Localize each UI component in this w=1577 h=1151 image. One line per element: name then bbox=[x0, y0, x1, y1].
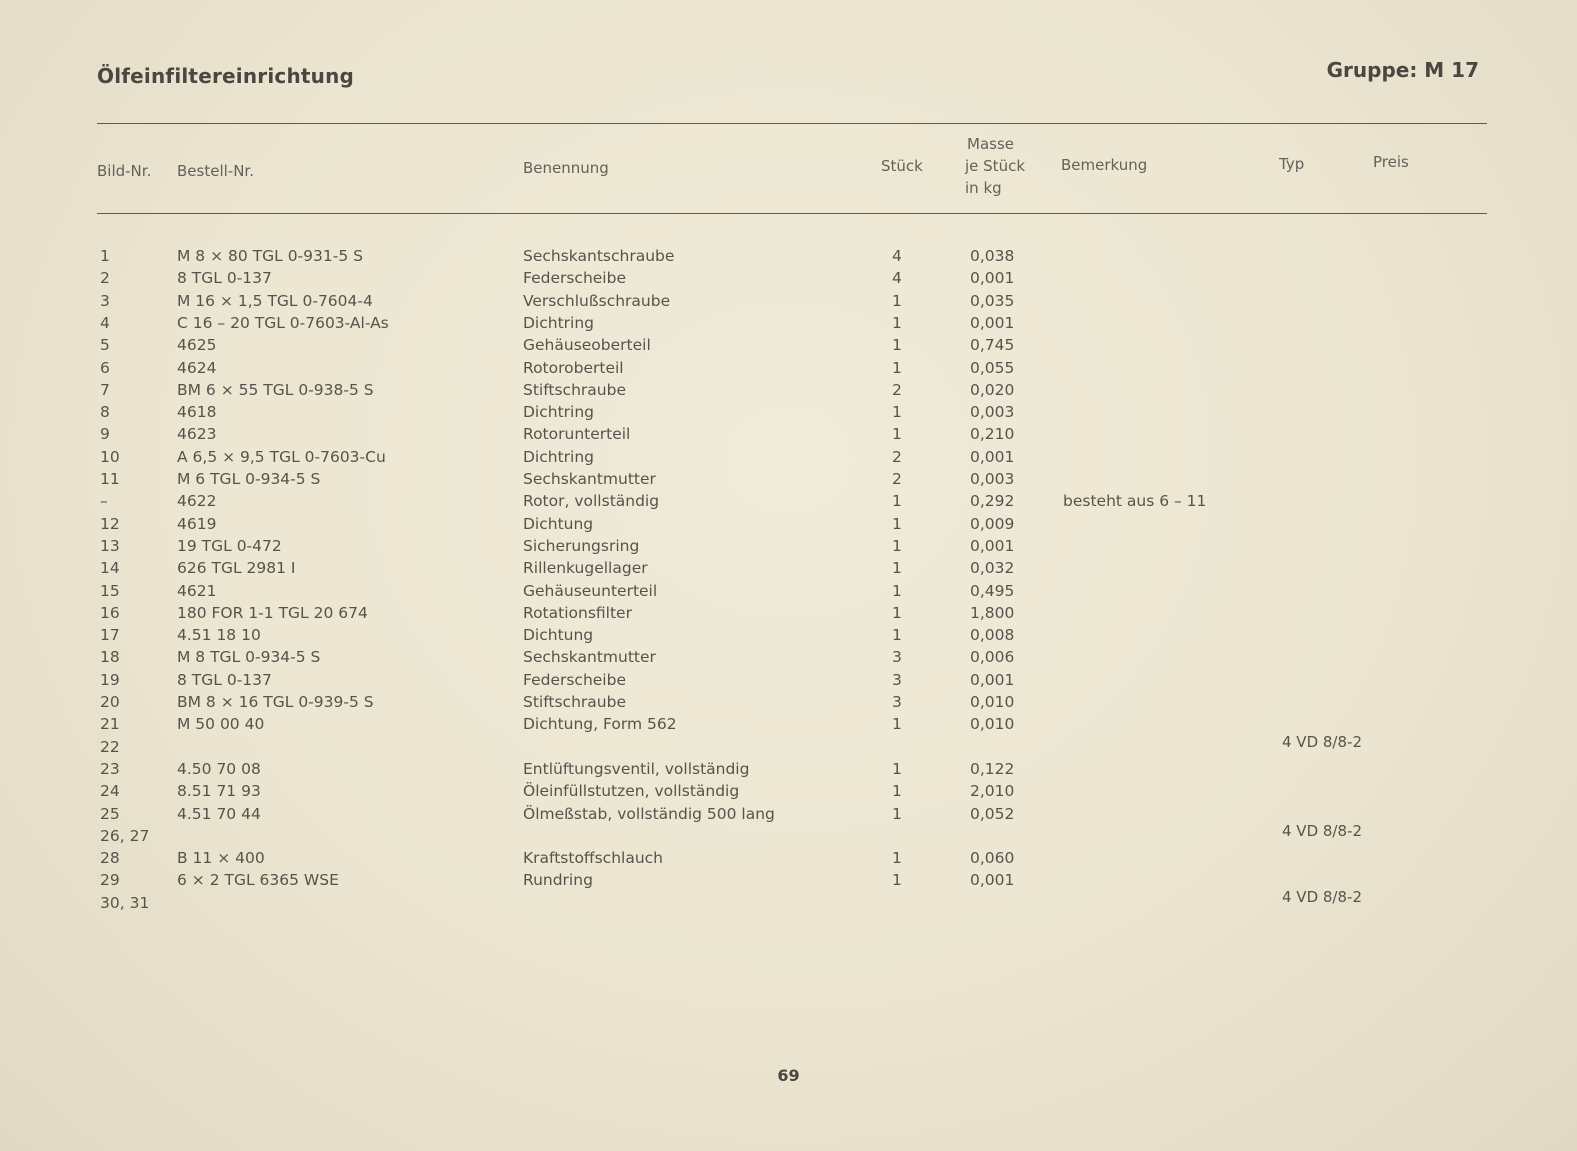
row-bild-nr: 10 bbox=[100, 447, 120, 466]
row-masse: 0,001 bbox=[970, 269, 1015, 288]
row-bild-nr: 12 bbox=[100, 514, 120, 533]
row-benennung: Stiftschraube bbox=[523, 693, 626, 711]
row-bild-nr: 4 bbox=[100, 313, 110, 332]
table-row bbox=[0, 582, 1577, 604]
row-stueck: 1 bbox=[892, 715, 902, 734]
table-row bbox=[0, 381, 1577, 403]
row-stueck: 1 bbox=[892, 358, 902, 377]
row-bild-nr: 9 bbox=[100, 425, 110, 444]
row-benennung: Rillenkugellager bbox=[523, 559, 648, 578]
table-row bbox=[0, 292, 1577, 314]
row-stueck: 3 bbox=[892, 693, 902, 711]
row-bestell-nr: 8.51 71 93 bbox=[177, 782, 261, 801]
row-benennung: Dichtring bbox=[523, 447, 595, 466]
page-title: Ölfeinfiltereinrichtung bbox=[97, 64, 355, 88]
row-masse: 0,495 bbox=[970, 581, 1015, 600]
row-bestell-nr: M 6 TGL 0-934-5 S bbox=[177, 470, 321, 488]
row-bestell-nr: 4623 bbox=[177, 425, 217, 444]
typ-note: 4 VD 8/8-2 bbox=[1282, 822, 1362, 840]
row-masse: 0,038 bbox=[970, 247, 1015, 265]
row-bild-nr: 15 bbox=[100, 581, 120, 600]
row-bild-nr: 13 bbox=[100, 536, 120, 555]
row-stueck: 1 bbox=[892, 313, 902, 332]
table-row bbox=[0, 425, 1577, 447]
row-stueck: 3 bbox=[892, 648, 902, 667]
row-stueck: 2 bbox=[892, 380, 902, 399]
row-bild-nr: 2 bbox=[100, 269, 110, 288]
row-stueck: 1 bbox=[892, 291, 902, 310]
row-bild-nr: 3 bbox=[100, 291, 110, 310]
row-stueck: 2 bbox=[892, 447, 902, 466]
row-bestell-nr: 4618 bbox=[177, 403, 217, 422]
table-row bbox=[0, 336, 1577, 358]
row-masse: 0,006 bbox=[970, 648, 1015, 667]
row-stueck: 1 bbox=[892, 336, 902, 355]
row-bild-nr: 25 bbox=[100, 804, 120, 823]
row-stueck: 1 bbox=[892, 782, 902, 801]
table-row bbox=[0, 314, 1577, 336]
row-stueck: 3 bbox=[892, 670, 902, 689]
typ-note: 4 VD 8/8-2 bbox=[1282, 733, 1362, 751]
row-masse: 0,055 bbox=[970, 358, 1015, 377]
table-row bbox=[0, 648, 1577, 670]
row-bild-nr: 29 bbox=[100, 871, 120, 890]
col-header-preis: Preis bbox=[1373, 153, 1409, 171]
row-bestell-nr: 4.51 18 10 bbox=[177, 626, 261, 645]
row-bestell-nr: A 6,5 × 9,5 TGL 0-7603-Cu bbox=[177, 447, 386, 466]
table-row bbox=[0, 693, 1577, 715]
row-benennung: Sicherungsring bbox=[523, 536, 640, 555]
row-stueck: 1 bbox=[892, 759, 902, 778]
table-row bbox=[0, 515, 1577, 537]
row-stueck: 1 bbox=[892, 871, 902, 890]
row-bild-nr: 5 bbox=[100, 336, 110, 355]
row-stueck: 2 bbox=[892, 470, 902, 488]
row-masse: 0,003 bbox=[970, 470, 1015, 488]
row-bestell-nr: C 16 – 20 TGL 0-7603-Al-As bbox=[177, 313, 389, 332]
row-bild-nr: 1 bbox=[100, 247, 110, 265]
row-masse: 0,020 bbox=[970, 380, 1015, 399]
row-bild-nr: 28 bbox=[100, 849, 120, 868]
row-benennung: Rundring bbox=[523, 871, 593, 890]
row-bild-nr: 22 bbox=[100, 737, 120, 756]
row-bestell-nr: 4625 bbox=[177, 336, 217, 355]
row-bild-nr: 20 bbox=[100, 693, 120, 711]
table-row bbox=[0, 470, 1577, 492]
row-bild-nr: 21 bbox=[100, 715, 120, 734]
row-stueck: 1 bbox=[892, 514, 902, 533]
table-row bbox=[0, 247, 1577, 269]
row-masse: 0,001 bbox=[970, 447, 1015, 466]
row-benennung: Gehäuseunterteil bbox=[523, 581, 658, 600]
col-header-masse bbox=[965, 133, 1025, 199]
row-bild-nr: 7 bbox=[100, 380, 110, 399]
table-row bbox=[0, 269, 1577, 291]
row-benennung: Öleinfüllstutzen, vollständig bbox=[523, 782, 740, 801]
row-benennung: Sechskantmutter bbox=[523, 648, 656, 667]
row-bestell-nr: 8 TGL 0-137 bbox=[177, 269, 272, 288]
table-row bbox=[0, 537, 1577, 559]
row-masse: 0,001 bbox=[970, 871, 1015, 890]
table-row bbox=[0, 359, 1577, 381]
header-rule-bottom bbox=[97, 213, 1487, 214]
row-bestell-nr: M 8 × 80 TGL 0-931-5 S bbox=[177, 247, 363, 265]
row-bild-nr: – bbox=[100, 492, 108, 511]
row-masse: 0,010 bbox=[970, 693, 1015, 711]
row-benennung: Ölmeßstab, vollständig 500 lang bbox=[523, 804, 775, 823]
row-masse: 0,008 bbox=[970, 626, 1015, 645]
row-benennung: Dichtung, Form 562 bbox=[523, 715, 677, 734]
row-masse: 0,745 bbox=[970, 336, 1015, 355]
row-stueck: 4 bbox=[892, 247, 902, 265]
col-header-masse-line1: Masse bbox=[967, 135, 1014, 153]
table-row bbox=[0, 559, 1577, 581]
row-masse: 0,032 bbox=[970, 559, 1015, 578]
row-masse: 0,060 bbox=[970, 849, 1015, 868]
row-bestell-nr: 4622 bbox=[177, 492, 217, 511]
row-stueck: 1 bbox=[892, 804, 902, 823]
row-benennung: Dichtring bbox=[523, 313, 595, 332]
table-row bbox=[0, 849, 1577, 871]
table-row bbox=[0, 604, 1577, 626]
row-bestell-nr: 19 TGL 0-472 bbox=[177, 536, 282, 555]
row-stueck: 1 bbox=[892, 626, 902, 645]
row-benennung: Rotor, vollständig bbox=[523, 492, 660, 511]
col-header-typ: Typ bbox=[1279, 155, 1305, 173]
row-benennung: Kraftstoffschlauch bbox=[523, 849, 664, 868]
row-masse: 0,001 bbox=[970, 536, 1015, 555]
row-masse: 0,292 bbox=[970, 492, 1015, 511]
row-masse: 0,001 bbox=[970, 313, 1015, 332]
row-stueck: 1 bbox=[892, 403, 902, 422]
row-bild-nr: 23 bbox=[100, 759, 120, 778]
row-bestell-nr: 4621 bbox=[177, 581, 217, 600]
row-masse: 0,122 bbox=[970, 759, 1015, 778]
row-bild-nr: 26, 27 bbox=[100, 826, 150, 845]
row-masse: 0,035 bbox=[970, 291, 1015, 310]
row-bestell-nr: 4624 bbox=[177, 358, 217, 377]
row-benennung: Stiftschraube bbox=[523, 380, 626, 399]
row-benennung: Verschlußschraube bbox=[523, 291, 671, 310]
col-header-benennung: Benennung bbox=[523, 159, 609, 177]
header-rule-top bbox=[97, 123, 1487, 124]
row-stueck: 1 bbox=[892, 492, 902, 511]
row-benennung: Rotorunterteil bbox=[523, 425, 631, 444]
row-benennung: Entlüftungsventil, vollständig bbox=[523, 759, 750, 778]
table-row bbox=[0, 448, 1577, 470]
row-masse: 1,800 bbox=[970, 603, 1015, 622]
row-masse: 2,010 bbox=[970, 782, 1015, 801]
row-benennung: Gehäuseoberteil bbox=[523, 336, 651, 355]
col-header-masse-line3: in kg bbox=[965, 179, 1002, 197]
row-stueck: 1 bbox=[892, 581, 902, 600]
table-row bbox=[0, 760, 1577, 782]
row-bild-nr: 8 bbox=[100, 403, 110, 422]
row-bestell-nr: M 8 TGL 0-934-5 S bbox=[177, 648, 321, 667]
row-benennung: Dichtring bbox=[523, 403, 595, 422]
row-bestell-nr: BM 6 × 55 TGL 0-938-5 S bbox=[177, 380, 374, 399]
row-bild-nr: 18 bbox=[100, 648, 120, 667]
col-header-bestell: Bestell-Nr. bbox=[177, 162, 254, 180]
row-bestell-nr: 4.50 70 08 bbox=[177, 759, 261, 778]
group-label: Gruppe: M 17 bbox=[1326, 58, 1479, 82]
row-masse: 0,010 bbox=[970, 715, 1015, 734]
row-bild-nr: 16 bbox=[100, 603, 120, 622]
col-header-bemerkung: Bemerkung bbox=[1061, 156, 1148, 174]
row-bestell-nr: 4.51 70 44 bbox=[177, 804, 261, 823]
row-bestell-nr: 180 FOR 1-1 TGL 20 674 bbox=[177, 603, 368, 622]
col-header-stueck: Stück bbox=[881, 157, 923, 175]
row-bestell-nr: BM 8 × 16 TGL 0-939-5 S bbox=[177, 693, 374, 711]
row-benennung: Dichtung bbox=[523, 514, 594, 533]
row-benennung: Sechskantmutter bbox=[523, 470, 656, 488]
table-row bbox=[0, 626, 1577, 648]
row-masse: 0,210 bbox=[970, 425, 1015, 444]
row-bestell-nr: M 16 × 1,5 TGL 0-7604-4 bbox=[177, 291, 373, 310]
row-bestell-nr: 6 × 2 TGL 6365 WSE bbox=[177, 871, 339, 890]
row-benennung: Federscheibe bbox=[523, 670, 626, 689]
page-number: 69 bbox=[777, 1066, 800, 1085]
row-masse: 0,009 bbox=[970, 514, 1015, 533]
row-benennung: Federscheibe bbox=[523, 269, 626, 288]
row-stueck: 4 bbox=[892, 269, 902, 288]
row-bild-nr: 30, 31 bbox=[100, 893, 150, 912]
row-bestell-nr: 4619 bbox=[177, 514, 217, 533]
table-row bbox=[0, 403, 1577, 425]
row-benennung: Rotationsfilter bbox=[523, 603, 632, 622]
row-bild-nr: 11 bbox=[100, 470, 120, 488]
row-bild-nr: 19 bbox=[100, 670, 120, 689]
table-row bbox=[0, 671, 1577, 693]
row-bestell-nr: M 50 00 40 bbox=[177, 715, 265, 734]
row-masse: 0,003 bbox=[970, 403, 1015, 422]
row-stueck: 1 bbox=[892, 849, 902, 868]
row-stueck: 1 bbox=[892, 536, 902, 555]
table-row bbox=[0, 782, 1577, 804]
row-stueck: 1 bbox=[892, 425, 902, 444]
row-benennung: Rotoroberteil bbox=[523, 358, 624, 377]
row-bild-nr: 14 bbox=[100, 559, 120, 578]
row-bestell-nr: 8 TGL 0-137 bbox=[177, 670, 272, 689]
row-bild-nr: 24 bbox=[100, 782, 120, 801]
row-bemerkung: besteht aus 6 – 11 bbox=[1063, 492, 1207, 511]
row-bestell-nr: B 11 × 400 bbox=[177, 849, 265, 868]
table-row bbox=[0, 492, 1577, 514]
row-benennung: Sechskantschraube bbox=[523, 247, 675, 265]
col-header-bild: Bild-Nr. bbox=[97, 162, 152, 180]
row-stueck: 1 bbox=[892, 559, 902, 578]
row-masse: 0,001 bbox=[970, 670, 1015, 689]
row-bild-nr: 6 bbox=[100, 358, 110, 377]
typ-note: 4 VD 8/8-2 bbox=[1282, 888, 1362, 906]
row-bild-nr: 17 bbox=[100, 626, 120, 645]
row-bestell-nr: 626 TGL 2981 I bbox=[177, 559, 296, 578]
col-header-masse-line2: je Stück bbox=[965, 157, 1026, 175]
row-stueck: 1 bbox=[892, 603, 902, 622]
row-masse: 0,052 bbox=[970, 804, 1015, 823]
row-benennung: Dichtung bbox=[523, 626, 594, 645]
